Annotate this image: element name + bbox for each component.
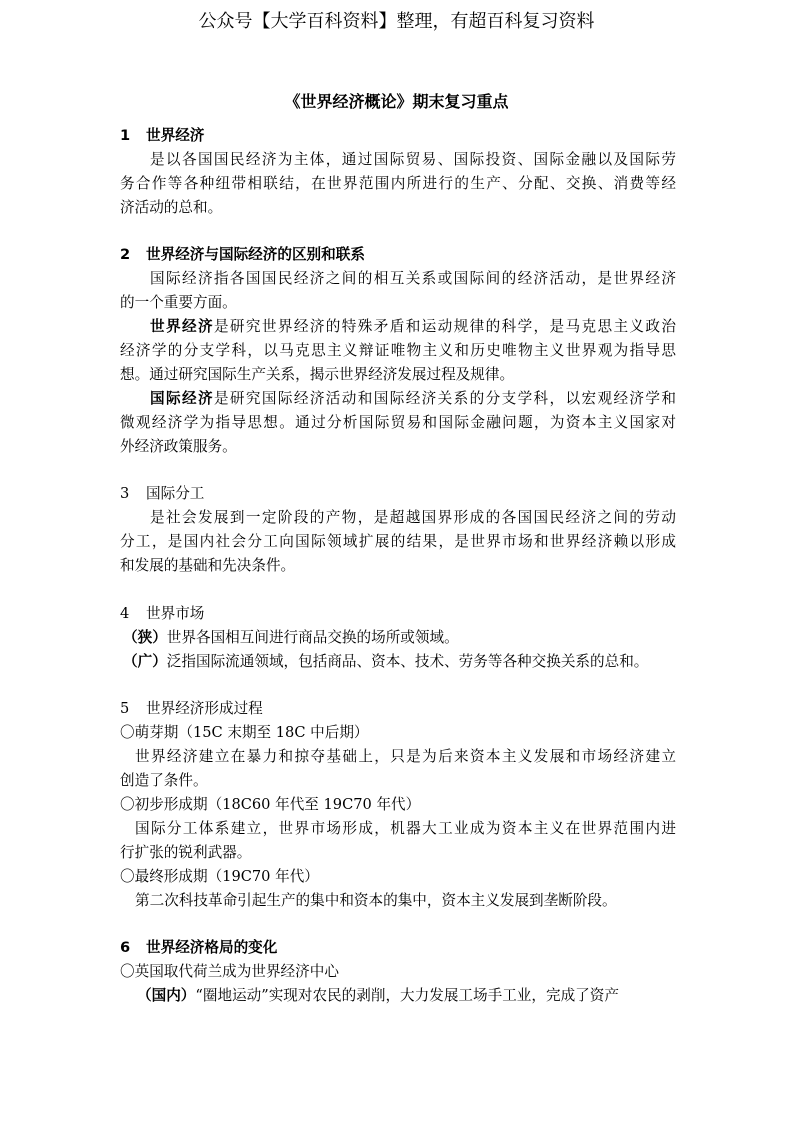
paragraph-line [120,363,676,387]
blank-line [120,458,676,482]
document-body [120,124,676,1008]
paragraph-line [120,984,676,1008]
blank-line [120,912,676,936]
paragraph-line [120,554,676,578]
bold-term: （狭） [123,628,167,646]
section-number: 2 [120,246,131,264]
section-number: 3 [120,485,130,503]
paragraph-line [120,172,676,196]
bold-term: 世界经济 [150,318,214,336]
paragraph-line [120,841,676,865]
bold-term: （国内） [137,987,196,1005]
text-run: 泛指国际流通领域，包括商品、资本、技术、劳务等各种交换关系的总和。 [166,652,649,670]
paragraph-line [120,793,676,817]
section-heading [120,936,676,960]
section-title: 世界经济与国际经济的区别和联系 [146,246,365,264]
text-run: 的一个重要方面。 [120,294,237,312]
document-title: 《世界经济概论》期末复习重点 [284,92,509,111]
text-run: 外经济政策服务。 [120,437,237,455]
text-run: 分工，是国内社会分工向国际领域扩展的结果，是世界市场和世界经济赖以形成 [120,533,676,551]
text-run: 〇萌芽期（15C 末期至 18C 中后期） [120,724,369,742]
paragraph-line [120,148,676,172]
text-run: 行扩张的锐利武器。 [120,843,252,861]
text-run: 创造了条件。 [120,772,208,790]
blank-line [120,578,676,602]
paragraph-line [120,817,676,841]
section-title: 世界市场 [146,604,205,622]
paragraph-line [120,339,676,363]
paragraph-line [120,721,676,745]
section-number: 6 [120,939,131,957]
text-run: “圈地运动”实现对农民的剥削，大力发展工场手工业，完成了资产 [195,987,619,1005]
paragraph-line [120,291,676,315]
text-run: 第二次科技革命引起生产的集中和资本的集中，资本主义发展到垄断阶段。 [135,891,617,909]
section-title: 世界经济格局的变化 [146,939,278,957]
bold-term: （广） [123,652,167,670]
bold-term: 国际经济 [150,389,214,407]
text-run: 世界各国相互间进行商品交换的场所或领域。 [166,628,459,646]
section-heading [120,697,676,721]
paragraph-line [120,196,676,220]
text-run: 济活动的总和。 [120,198,223,216]
text-run: 是社会发展到一定阶段的产物，是超越国界形成的各国国民经济之间的劳动 [150,509,676,527]
section-number: 4 [120,604,130,622]
text-run: 〇初步形成期（18C60 年代至 19C70 年代） [120,795,421,813]
paragraph-line [120,315,676,339]
section-number: 1 [120,127,131,144]
section-title: 国际分工 [146,485,205,503]
paragraph-line [120,745,676,769]
paragraph-line [120,889,676,913]
text-run: 微观经济学为指导思想。通过分析国际贸易和国际金融问题，为资本主义国家对 [120,413,676,431]
section-heading [120,602,676,626]
text-run: 是研究世界经济的特殊矛盾和运动规律的科学，是马克思主义政治 [213,318,676,336]
blank-line [120,220,676,244]
text-run: 〇最终形成期（19C70 年代） [120,867,319,885]
paragraph-line [120,387,676,411]
paragraph-line [120,530,676,554]
paragraph-line [120,865,676,889]
paragraph-line [120,435,676,459]
paragraph-line [120,960,676,984]
section-number: 5 [120,700,130,718]
section-heading [120,124,676,148]
section-title: 世界经济形成过程 [146,700,263,718]
text-run: 国际分工体系建立，世界市场形成，机器大工业成为资本主义在世界范围内进 [135,819,676,837]
text-run: 是研究国际经济活动和国际经济关系的分支学科，以宏观经济学和 [213,389,676,407]
section-title: 世界经济 [146,127,205,144]
text-run: 务合作等各种纽带相联结，在世界范围内所进行的生产、分配、交换、消费等经 [120,174,676,192]
text-run: 经济学的分支学科，以马克思主义辩证唯物主义和历史唯物主义世界观为指导思 [120,342,676,360]
section-heading [120,482,676,506]
paragraph-line [120,769,676,793]
paragraph-line [120,411,676,435]
paragraph-line [120,267,676,291]
text-run: 世界经济建立在暴力和掠夺基础上，只是为后来资本主义发展和市场经济建立 [135,748,676,766]
text-run: 和发展的基础和先决条件。 [120,557,296,575]
text-run: 想。通过研究国际生产关系，揭示世界经济发展过程及规律。 [120,365,515,383]
text-run: 是以各国国民经济为主体，通过国际贸易、国际投资、国际金融以及国际劳 [150,150,676,168]
blank-line [120,673,676,697]
section-heading [120,243,676,267]
text-run: 国际经济指各国国民经济之间的相互关系或国际间的经济活动，是世界经济 [150,270,676,288]
page-header: 公众号【大学百科资料】整理，有超百科复习资料 [198,11,595,32]
paragraph-line [120,626,676,650]
text-run: 〇英国取代荷兰成为世界经济中心 [120,963,339,981]
paragraph-line [120,650,676,674]
paragraph-line [120,506,676,530]
